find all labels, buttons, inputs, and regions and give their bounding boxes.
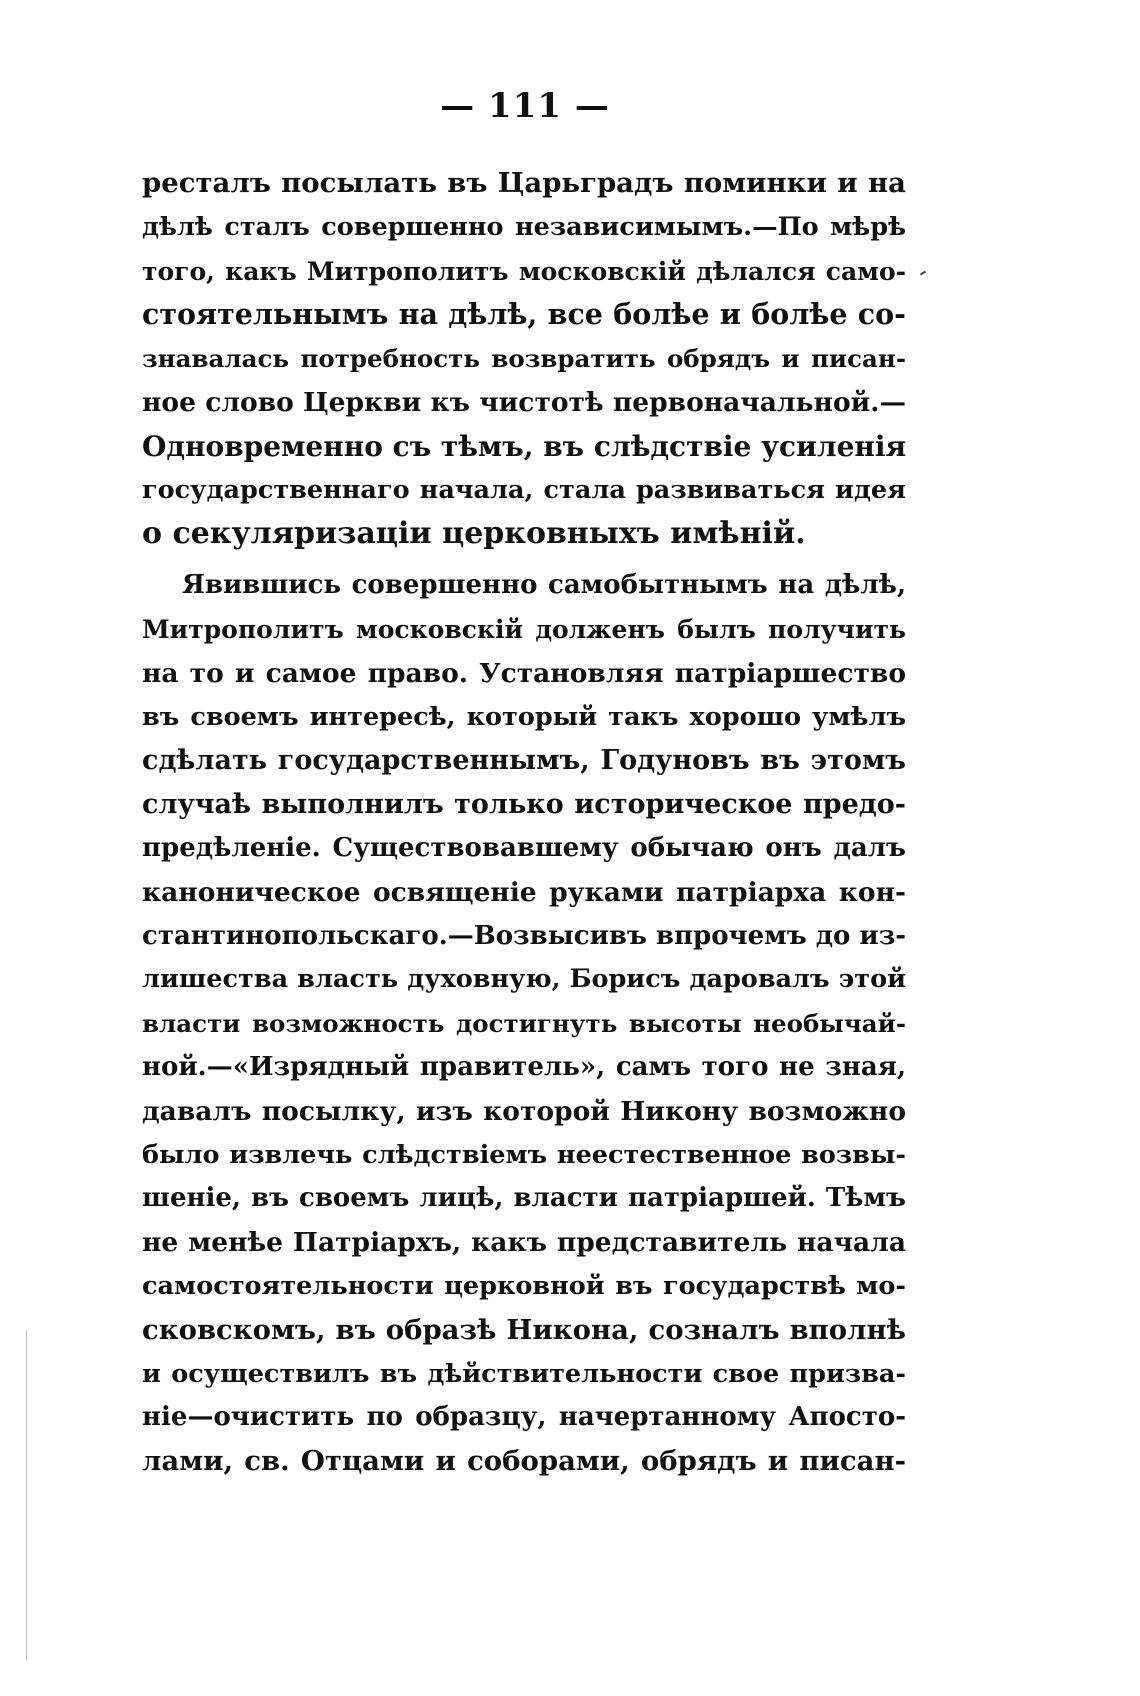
- text-line: самостоятельности церковной въ государствѣ мо-: [142, 1270, 906, 1301]
- text-line: государственнаго начала, стала развиваться идея: [142, 474, 906, 505]
- text-line: стантинопольскаго.—Возвысивъ впрочемъ до из-: [142, 920, 907, 951]
- text-line: знавалась потребность возвратить обрядъ и писан-: [142, 344, 906, 374]
- text-line: ной.—«Изрядный правитель», самъ того не зная,: [142, 1051, 906, 1082]
- text-line: было извлечь слѣдствіемъ неестественное возвы-: [142, 1139, 906, 1170]
- text-line: давалъ посылку, изъ которой Никону возможно: [142, 1095, 906, 1127]
- text-line: каноническое освященіе руками патріарха кон-: [142, 876, 906, 908]
- text-line: того, какъ Митрополитъ московскій дѣлался само-: [142, 256, 906, 286]
- text-line: Одновременно съ тѣмъ, въ слѣдствіе усиленія: [142, 429, 907, 463]
- paragraph-1: [142, 162, 906, 556]
- text-line: шеніе, въ своемъ лицѣ, власти патріаршей. Тѣмъ: [142, 1183, 906, 1214]
- text-line: о секуляризаціи церковныхъ имѣній.: [142, 516, 806, 552]
- margin-mark: [920, 271, 926, 276]
- text-line: предѣленіе. Существовавшему обычаю онъ далъ: [142, 832, 906, 863]
- page-number: — 111 —: [440, 86, 610, 126]
- paragraph-2: [142, 564, 906, 1484]
- scan-edge-line: [26, 1330, 27, 1660]
- text-line: дѣлѣ сталъ совершенно независимымъ.—По мѣрѣ: [142, 211, 906, 242]
- text-line: и осуществилъ въ дѣйствительности свое призва-: [142, 1358, 906, 1389]
- text-line: сковскомъ, въ образѣ Никона, созналъ вполнѣ: [142, 1313, 906, 1346]
- text-line: ное слово Церкви къ чистотѣ первоначальной.—: [142, 386, 906, 418]
- body-text: [142, 162, 906, 1484]
- text-line: Явившись совершенно самобытнымъ на дѣлѣ,: [182, 570, 906, 601]
- text-line: сдѣлать государственнымъ, Годуновъ въ этомъ: [142, 745, 906, 777]
- paragraph-gap: [142, 556, 906, 564]
- text-line: ресталъ посылать въ Царьградъ поминки и на: [142, 167, 906, 199]
- text-line: Митрополитъ московскій долженъ былъ получить: [142, 614, 906, 644]
- text-line: не менѣе Патріархъ, какъ представитель начала: [142, 1227, 906, 1259]
- text-line: лами, св. Отцами и соборами, обрядъ и писан-: [142, 1445, 906, 1478]
- text-line: власти возможность достигнуть высоты необычай-: [142, 1009, 906, 1039]
- text-line: лишества власть духовную, Борисъ даровалъ этой: [142, 964, 906, 995]
- text-line: на то и самое право. Установляя патріаршество: [142, 657, 906, 689]
- text-line: случаѣ выполнилъ только историческое предо-: [142, 789, 906, 821]
- text-line: стоятельнымъ на дѣлѣ, все болѣе и болѣе со-: [142, 297, 906, 332]
- text-line: ніе—очистить по образцу, начертанному Апосто-: [142, 1402, 906, 1433]
- text-line: въ своемъ интересѣ, который такъ хорошо умѣлъ: [142, 701, 906, 732]
